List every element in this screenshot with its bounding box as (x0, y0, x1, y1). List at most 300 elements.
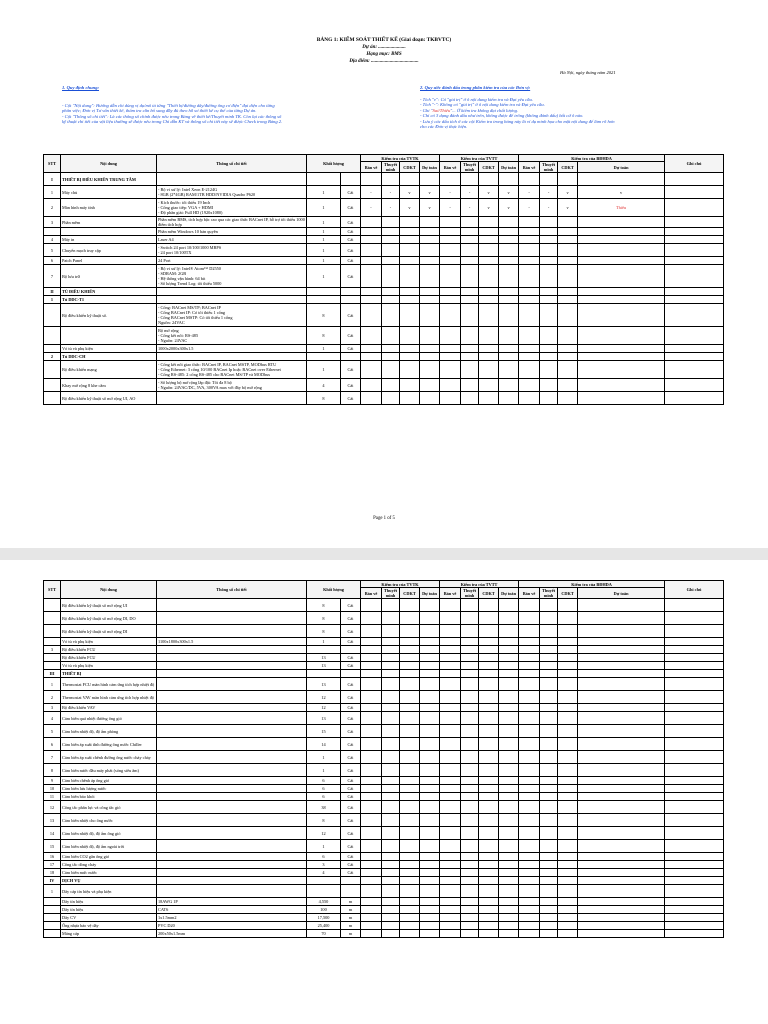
cell-check (461, 327, 479, 345)
cell-check (540, 678, 558, 691)
cell-content: THIẾT BỊ ĐIỀU KHIỂN TRUNG TÂM (61, 173, 157, 186)
cell-spec: - Bộ vi xử lý: Intel® Atom™ D2550 - SDRAM: 2GB - Hệ thống vận hành: 64 bit - Số lượng Trend Log: tối thiểu 5000 (157, 265, 307, 288)
cell-content: Cảm biến nhiệt độ, độ ẩm ống gió (61, 827, 157, 840)
cell-unit (341, 877, 361, 885)
cell-spec (157, 793, 307, 801)
cell-check (558, 930, 578, 938)
cell-check (558, 662, 578, 670)
cell-check (440, 288, 461, 296)
cell-check (519, 646, 540, 654)
cell-check (382, 265, 400, 288)
cell-spec: CAT6 (157, 906, 307, 914)
cell-check (461, 296, 479, 304)
table-row (44, 785, 724, 793)
cell-check (519, 236, 540, 244)
cell-spec (157, 392, 307, 405)
cell-check (382, 379, 400, 392)
cell-check (499, 777, 519, 785)
cell-check (382, 304, 400, 327)
cell-stt: 17 (44, 861, 61, 869)
cell-note (665, 906, 724, 914)
cell-check (578, 361, 665, 379)
table-row (44, 869, 724, 877)
cell-note (665, 296, 724, 304)
cell-check (578, 885, 665, 898)
cell-check (461, 853, 479, 861)
rules-line: kỹ thuật chi tiết của vật liệu thường sẽ được nêu trong Chỉ dẫn KT và thông số chi tiết này sẽ được Check trong Bảng 2. (62, 119, 283, 125)
cell-check (420, 725, 440, 738)
cell-check (461, 712, 479, 725)
cell-check (382, 288, 400, 296)
cell-check (400, 712, 420, 725)
cell-check (479, 914, 499, 922)
cell-check (558, 612, 578, 625)
cell-check (440, 801, 461, 814)
cell-check (558, 840, 578, 853)
table-row (44, 199, 724, 217)
cell-unit: Cái (341, 236, 361, 244)
cell-check (361, 327, 382, 345)
cell-check (519, 217, 540, 228)
cell-check (578, 801, 665, 814)
cell-check (420, 827, 440, 840)
cell-check: v (558, 186, 578, 199)
cell-check (400, 869, 420, 877)
table-row (44, 638, 724, 646)
cell-check (361, 814, 382, 827)
cell-check (578, 930, 665, 938)
cell-stt: 1 (44, 678, 61, 691)
cell-spec: 200x50x1.5mm (157, 930, 307, 938)
cell-check (461, 877, 479, 885)
cell-qty: 15 (307, 725, 341, 738)
cell-stt (44, 379, 61, 392)
cell-check (361, 712, 382, 725)
header-sub: Thuyết minh (461, 162, 479, 173)
cell-check (420, 678, 440, 691)
cell-unit (341, 173, 361, 186)
cell-note (665, 662, 724, 670)
cell-check (540, 654, 558, 662)
cell-check (361, 612, 382, 625)
cell-check (540, 228, 558, 236)
cell-check (499, 353, 519, 361)
cell-check (400, 751, 420, 764)
cell-check (382, 327, 400, 345)
cell-check (519, 612, 540, 625)
cell-check (461, 922, 479, 930)
cell-check (540, 379, 558, 392)
cell-content: DỊCH VỤ (61, 877, 157, 885)
cell-content: Dây tín hiệu (61, 898, 157, 906)
cell-check (578, 725, 665, 738)
cell-check (578, 217, 665, 228)
cell-check (578, 670, 665, 678)
cell-qty: 1 (307, 236, 341, 244)
cell-check (578, 257, 665, 265)
header-sub: Dự toán (420, 588, 440, 599)
cell-check (361, 869, 382, 877)
cell-check (400, 853, 420, 861)
cell-check (461, 738, 479, 751)
page-number: Page 1 of 5 (373, 516, 395, 521)
cell-note (665, 173, 724, 186)
cell-check (420, 646, 440, 654)
cell-content: Phần mềm (61, 217, 157, 228)
table-row (44, 186, 724, 199)
cell-check (461, 840, 479, 853)
cell-check (499, 691, 519, 704)
cell-check (420, 638, 440, 646)
cell-qty: 25,400 (307, 922, 341, 930)
cell-check (578, 345, 665, 353)
cell-check (400, 738, 420, 751)
cell-note (665, 228, 724, 236)
cell-check (519, 296, 540, 304)
cell-check (382, 827, 400, 840)
cell-qty: 4 (307, 869, 341, 877)
cell-check (578, 691, 665, 704)
cell-check (519, 662, 540, 670)
rules-line: - Cột "Nội dung": Hướng dẫn chi dùng vị dụ/mô tả từng "Thiết bị/đường dây/đường ống cơ điện" đại diện cho từng (62, 103, 275, 108)
cell-check: v (499, 186, 519, 199)
cell-check (400, 691, 420, 704)
cell-unit: Cái (341, 379, 361, 392)
cell-check (519, 173, 540, 186)
cell-stt: 2 (44, 353, 61, 361)
cell-note (665, 288, 724, 296)
cell-check (578, 678, 665, 691)
cell-check (420, 625, 440, 638)
cell-check (499, 930, 519, 938)
cell-note (665, 392, 724, 405)
cell-check (578, 265, 665, 288)
cell-unit (341, 296, 361, 304)
cell-check (400, 930, 420, 938)
table-row (44, 257, 724, 265)
table-row (44, 906, 724, 914)
cell-check (558, 877, 578, 885)
cell-content: Cảm biến nhiệt cho ống nước (61, 814, 157, 827)
cell-check (400, 725, 420, 738)
cell-check (461, 379, 479, 392)
cell-note (665, 801, 724, 814)
cell-check (361, 296, 382, 304)
cell-check (400, 296, 420, 304)
cell-check (382, 922, 400, 930)
cell-unit: Cái (341, 228, 361, 236)
cell-check: - (440, 186, 461, 199)
cell-qty: 1 (307, 244, 341, 257)
cell-check (361, 785, 382, 793)
cell-check (479, 678, 499, 691)
cell-qty: 8 (307, 304, 341, 327)
table-row (44, 691, 724, 704)
cell-check (519, 827, 540, 840)
cell-spec: 1100x1800x300x1.5 (157, 638, 307, 646)
cell-stt (44, 922, 61, 930)
cell-check (400, 704, 420, 712)
cell-check (479, 288, 499, 296)
cell-check (361, 244, 382, 257)
cell-check (578, 922, 665, 930)
cell-spec (157, 751, 307, 764)
cell-unit: m (341, 914, 361, 922)
cell-check (361, 361, 382, 379)
cell-check (440, 670, 461, 678)
cell-check (578, 898, 665, 906)
cell-check (558, 638, 578, 646)
cell-check (540, 670, 558, 678)
cell-stt: 3 (44, 704, 61, 712)
cell-check (519, 785, 540, 793)
header-sub: CDKT (479, 162, 499, 173)
cell-unit: Cái (341, 638, 361, 646)
cell-check (440, 691, 461, 704)
cell-check (479, 296, 499, 304)
cell-check (461, 914, 479, 922)
cell-unit: Cái (341, 217, 361, 228)
cell-check (558, 827, 578, 840)
cell-qty (307, 670, 341, 678)
cell-check (361, 257, 382, 265)
cell-content: TỦ ĐIỀU KHIỂN (61, 288, 157, 296)
cell-check: - (382, 186, 400, 199)
cell-note (665, 678, 724, 691)
cell-check (420, 751, 440, 764)
cell-unit: Cái (341, 244, 361, 257)
cell-check (382, 877, 400, 885)
cell-check (361, 853, 382, 861)
cell-check (578, 173, 665, 186)
cell-unit: Cái (341, 801, 361, 814)
cell-stt (44, 898, 61, 906)
cell-check (578, 646, 665, 654)
cell-stt (44, 304, 61, 327)
cell-spec (157, 654, 307, 662)
cell-check (499, 625, 519, 638)
header-sub: Thuyết minh (540, 162, 558, 173)
cell-check (382, 296, 400, 304)
cell-check (400, 814, 420, 827)
cell-check (361, 922, 382, 930)
rules-text (62, 103, 362, 125)
cell-check (519, 670, 540, 678)
cell-check (400, 379, 420, 392)
cell-check (499, 670, 519, 678)
cell-check (540, 801, 558, 814)
cell-stt: 15 (44, 840, 61, 853)
cell-check (400, 877, 420, 885)
cell-spec (157, 861, 307, 869)
cell-check (558, 793, 578, 801)
table-row (44, 345, 724, 353)
cell-content: Vỏ tủ và phụ kiện (61, 638, 157, 646)
cell-check (361, 654, 382, 662)
cell-check (420, 288, 440, 296)
cell-content: Máy chủ (61, 186, 157, 199)
cell-check (382, 814, 400, 827)
cell-check (479, 691, 499, 704)
cell-check (461, 704, 479, 712)
header-qty: Khối lượng (307, 155, 361, 173)
cell-check (440, 345, 461, 353)
cell-unit: Cái (341, 345, 361, 353)
cell-unit: Cái (341, 827, 361, 840)
cell-check (461, 173, 479, 186)
cell-check (558, 751, 578, 764)
cell-check (479, 861, 499, 869)
cell-content: Công tắc phân lực và công tắc gió (61, 801, 157, 814)
cell-check (440, 599, 461, 612)
cell-spec: 1x1.5mm2 (157, 914, 307, 922)
cell-check (361, 379, 382, 392)
cell-stt (44, 612, 61, 625)
cell-spec (157, 814, 307, 827)
cell-check (519, 288, 540, 296)
cell-check (519, 764, 540, 777)
cell-check (461, 678, 479, 691)
table-row (44, 236, 724, 244)
cell-check (499, 265, 519, 288)
cell-check (361, 930, 382, 938)
cell-check (382, 599, 400, 612)
cell-qty (307, 353, 341, 361)
cell-spec: Bộ mở rộng - Cổng kết nối: RS-485 - Nguồn: 24VAC (157, 327, 307, 345)
cell-unit: Cái (341, 265, 361, 288)
cell-stt: 7 (44, 265, 61, 288)
cell-check (479, 785, 499, 793)
cell-spec: - Kích thước: tối thiểu 19 Inch - Cổng giao tiếp: VGA + HDMI - Độ phân giải: Full HD (1920x1080) (157, 199, 307, 217)
cell-check (361, 691, 382, 704)
cell-note (665, 777, 724, 785)
cell-check (519, 914, 540, 922)
cell-check (499, 712, 519, 725)
cell-check (440, 827, 461, 840)
cell-check (499, 612, 519, 625)
cell-check (361, 353, 382, 361)
cell-stt (44, 906, 61, 914)
cell-unit: m (341, 898, 361, 906)
cell-check (519, 353, 540, 361)
cell-unit (341, 288, 361, 296)
cell-check (479, 801, 499, 814)
rules-line: - Cột "Thông số chi tiết": Là các thông số chính được nêu trong Bảng vẽ thiết kế/Thuyết minh TK. Còn lại các thông số (62, 113, 282, 119)
cell-check (479, 922, 499, 930)
cell-unit: Cái (341, 785, 361, 793)
cell-check (461, 670, 479, 678)
cell-check (382, 861, 400, 869)
cell-check (558, 236, 578, 244)
cell-note (665, 898, 724, 906)
cell-check (499, 725, 519, 738)
table-row (44, 725, 724, 738)
cell-check (361, 288, 382, 296)
header-sub: CDKT (479, 588, 499, 599)
cell-check (540, 785, 558, 793)
cell-check (519, 738, 540, 751)
cell-check (499, 814, 519, 827)
header-sub: Dự toán (578, 162, 665, 173)
cell-check (382, 612, 400, 625)
cell-check (400, 361, 420, 379)
table-row (44, 801, 724, 814)
cell-check (578, 827, 665, 840)
cell-check (382, 625, 400, 638)
cell-check (558, 327, 578, 345)
cell-check (361, 236, 382, 244)
cell-spec: - Số lượng bộ mở rộng lắp đặt: Tối đa 8 bộ - Nguồn: 24VAC/DC, 5VA, 300VA max với đầy bộ mở rộng (157, 379, 307, 392)
cell-check (382, 777, 400, 785)
cell-check (400, 885, 420, 898)
cell-spec (157, 840, 307, 853)
cell-check (479, 906, 499, 914)
cell-check (420, 906, 440, 914)
cell-check (540, 392, 558, 405)
cell-check (400, 327, 420, 345)
cell-check (578, 625, 665, 638)
cell-qty: 1 (307, 228, 341, 236)
cell-check: - (461, 199, 479, 217)
cell-check (558, 906, 578, 914)
cell-check (558, 304, 578, 327)
cell-qty: 8 (307, 612, 341, 625)
cell-stt: 3 (44, 646, 61, 654)
cell-check (519, 361, 540, 379)
cell-check (440, 869, 461, 877)
cell-unit: Cái (341, 853, 361, 861)
cell-check (461, 764, 479, 777)
cell-check (361, 345, 382, 353)
header-sub: Bản vẽ (519, 588, 540, 599)
header-sub: Bản vẽ (361, 162, 382, 173)
cell-note (665, 885, 724, 898)
cell-check (440, 379, 461, 392)
cell-check (382, 654, 400, 662)
table-row (44, 599, 724, 612)
cell-check (540, 885, 558, 898)
cell-check (540, 930, 558, 938)
cell-check (479, 814, 499, 827)
cell-content: Cảm biến CO2 gắn ống gió (61, 853, 157, 861)
cell-content: Dây cáp tín hiệu và phụ kiện (61, 885, 157, 898)
cell-check (578, 704, 665, 712)
cell-check (400, 244, 420, 257)
cell-check (479, 228, 499, 236)
cell-check (499, 840, 519, 853)
cell-check (440, 914, 461, 922)
cell-qty: 1 (307, 764, 341, 777)
cell-check: v (578, 186, 665, 199)
cell-check (461, 345, 479, 353)
cell-content: Cảm biến nhiệt độ, độ ẩm phòng (61, 725, 157, 738)
cell-qty (307, 885, 341, 898)
cell-check (400, 906, 420, 914)
cell-check (420, 930, 440, 938)
cell-check (400, 353, 420, 361)
cell-unit: Cái (341, 764, 361, 777)
cell-check (499, 392, 519, 405)
table-row (44, 265, 724, 288)
cell-check (400, 922, 420, 930)
cell-stt: 10 (44, 785, 61, 793)
table-row (44, 361, 724, 379)
cell-content: Cảm biến nhiệt độ, độ ẩm ngoài trời (61, 840, 157, 853)
table-row (44, 814, 724, 827)
cell-check (440, 861, 461, 869)
header-group: Kiểm tra của TVTK (361, 581, 440, 588)
cell-spec (157, 885, 307, 898)
